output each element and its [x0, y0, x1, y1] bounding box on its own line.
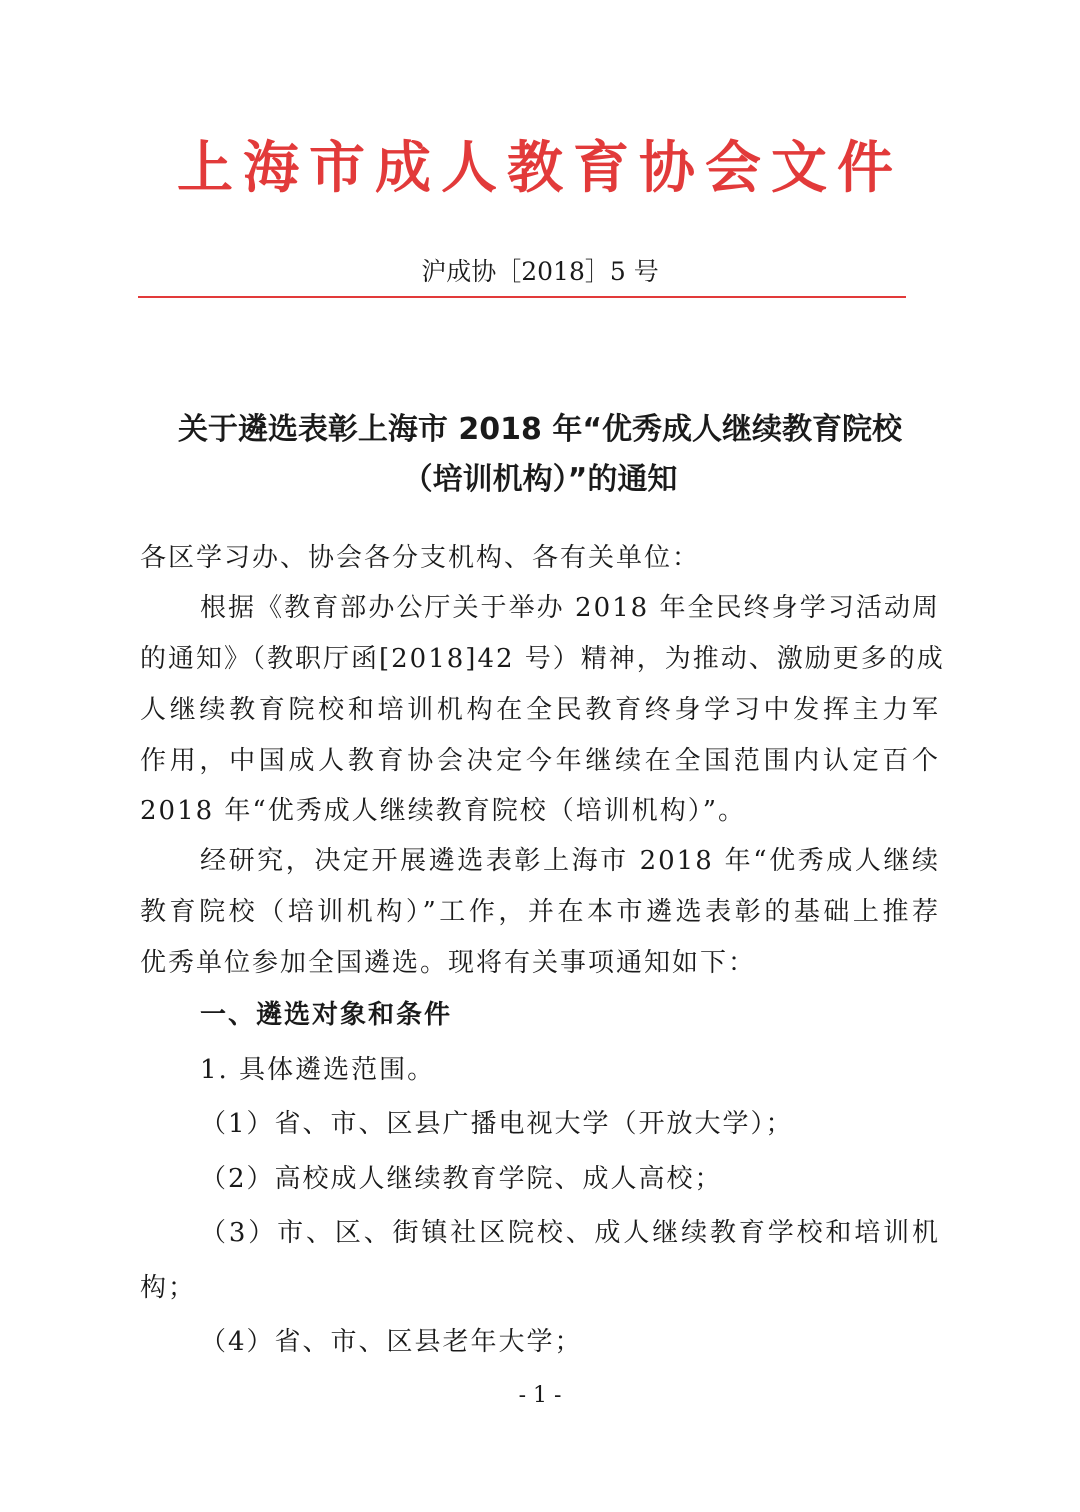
salutation: 各区学习办、协会各分支机构、各有关单位：: [140, 543, 701, 573]
red-divider-line: [138, 296, 906, 298]
paragraph-line: 根据《教育部办公厅关于举办 2018 年全民终身学习活动周: [200, 593, 940, 623]
paragraph-line: 的通知》（教职厅函[2018]42 号）精神，为推动、激励更多的成: [140, 644, 945, 674]
section-heading: 一、遴选对象和条件: [200, 1000, 453, 1030]
list-item: （1）省、市、区县广播电视大学（开放大学）；: [200, 1109, 794, 1139]
document-title-line-1: 关于遴选表彰上海市 2018 年“优秀成人继续教育院校: [177, 412, 903, 447]
page-number: - 1 -: [518, 1383, 562, 1408]
paragraph-line: 经研究，决定开展遴选表彰上海市 2018 年“优秀成人继续: [200, 846, 940, 876]
paragraph-line: 人继续教育院校和培训机构在全民教育终身学习中发挥主力军: [140, 695, 940, 725]
list-item: （3）市、区、街镇社区院校、成人继续教育学校和培训机: [200, 1218, 940, 1248]
list-item: （4）省、市、区县老年大学；: [200, 1327, 583, 1357]
document-title-line-2: （培训机构）”的通知: [402, 462, 678, 497]
list-item: 1. 具体遴选范围。: [200, 1055, 436, 1085]
paragraph-line: 教育院校（培训机构）”工作，并在本市遴选表彰的基础上推荐: [140, 897, 940, 927]
document-number: 沪成协［2018］5 号: [421, 257, 659, 286]
paragraph-line: 作用，中国成人教育协会决定今年继续在全国范围内认定百个: [140, 746, 940, 776]
list-item: （2）高校成人继续教育学院、成人高校；: [200, 1164, 723, 1194]
paragraph-line: 2018 年“优秀成人继续教育院校（培训机构）”。: [140, 796, 747, 826]
paragraph-line: 优秀单位参加全国遴选。现将有关事项通知如下：: [140, 948, 757, 978]
list-item-continuation: 构；: [140, 1273, 197, 1303]
issuer-header-title: 上海市成人教育协会文件: [177, 135, 903, 201]
